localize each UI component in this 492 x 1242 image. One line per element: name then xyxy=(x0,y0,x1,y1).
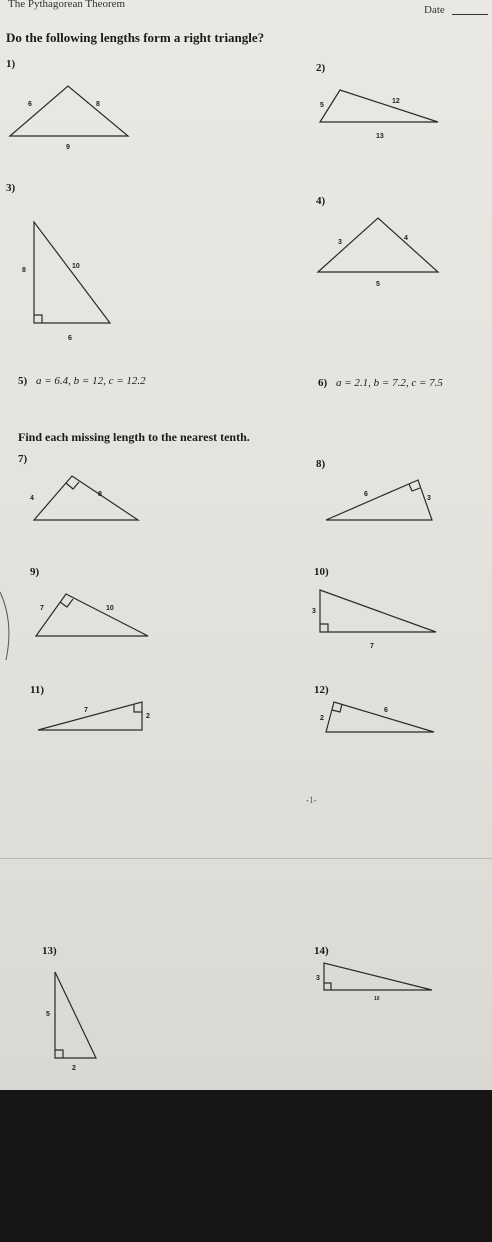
triangle-8-right-angle-mark xyxy=(409,484,420,491)
triangle-12-side-a: 2 xyxy=(320,715,324,722)
triangle-9-side-b: 10 xyxy=(106,605,114,612)
problem-2-number: 2) xyxy=(316,62,326,74)
triangle-3-right-angle-mark xyxy=(34,315,42,323)
triangle-8 xyxy=(326,480,432,520)
triangle-10-shape xyxy=(320,590,436,632)
triangle-1 xyxy=(10,86,128,151)
problem-5-number: 5) xyxy=(18,375,28,387)
triangle-1-side-c: 9 xyxy=(66,144,70,151)
triangle-7-side-b: 8 xyxy=(98,491,102,498)
problem-1-number: 1) xyxy=(6,58,16,70)
triangle-14 xyxy=(316,963,432,1002)
triangle-9-side-a: 7 xyxy=(40,605,44,612)
triangle-7 xyxy=(30,476,138,520)
page-number: -1- xyxy=(306,795,317,805)
section1-instruction: Do the following lengths form a right triangle? xyxy=(6,30,265,45)
triangle-13 xyxy=(46,972,96,1072)
triangle-8-side-b: 3 xyxy=(427,495,431,502)
triangle-3-side-a: 8 xyxy=(22,267,26,274)
problem-5-text: a = 6.4, b = 12, c = 12.2 xyxy=(36,375,146,387)
triangle-13-right-angle-mark xyxy=(55,1050,63,1058)
triangle-8-shape xyxy=(326,480,432,520)
triangle-4-side-a: 3 xyxy=(338,239,342,246)
worksheet-title: The Pythagorean Theorem xyxy=(8,0,126,10)
triangle-11-side-a: 7 xyxy=(84,707,88,714)
triangle-12 xyxy=(320,702,434,732)
triangle-4-shape xyxy=(318,218,438,272)
problem-10-number: 10) xyxy=(314,566,329,578)
triangle-10-right-angle-mark xyxy=(320,624,328,632)
problem-14-number: 14) xyxy=(314,945,329,957)
triangle-2-shape xyxy=(320,90,438,122)
problem-11-number: 11) xyxy=(30,684,45,696)
triangle-12-shape xyxy=(326,702,434,732)
triangle-1-side-b: 8 xyxy=(96,101,100,108)
triangle-7-right-angle-mark xyxy=(66,482,79,489)
triangle-1-shape xyxy=(10,86,128,136)
problem-3-number: 3) xyxy=(6,182,16,194)
triangle-4-side-c: 5 xyxy=(376,281,380,288)
triangle-13-side-a: 5 xyxy=(46,1011,50,1018)
triangle-10 xyxy=(312,590,436,650)
triangle-10-side-a: 3 xyxy=(312,608,316,615)
triangle-13-side-b: 2 xyxy=(72,1065,76,1072)
triangle-2-side-b: 12 xyxy=(392,98,400,105)
triangle-9-shape xyxy=(36,594,148,636)
triangle-3-shape xyxy=(34,222,110,323)
triangle-14-side-a: 3 xyxy=(316,975,320,982)
triangle-11-side-b: 2 xyxy=(146,713,150,720)
triangle-11-shape xyxy=(38,702,142,730)
date-label: Date xyxy=(424,4,445,16)
photo-dark-background xyxy=(0,1090,492,1242)
triangle-1-side-a: 6 xyxy=(28,101,32,108)
binder-ring-curve xyxy=(0,592,9,660)
problem-13-number: 13) xyxy=(42,945,57,957)
section2-instruction: Find each missing length to the nearest tenth. xyxy=(18,430,250,444)
triangle-9 xyxy=(36,594,148,636)
triangle-7-shape xyxy=(34,476,138,520)
triangle-3 xyxy=(22,222,110,342)
problem-12-number: 12) xyxy=(314,684,329,696)
triangle-14-right-angle-mark xyxy=(324,983,331,990)
triangle-2-side-a: 5 xyxy=(320,102,324,109)
triangle-11-right-angle-mark xyxy=(134,704,142,712)
problem-7-number: 7) xyxy=(18,453,28,465)
triangle-4-side-b: 4 xyxy=(404,235,408,242)
triangle-10-side-b: 7 xyxy=(370,643,374,650)
triangle-12-side-b: 6 xyxy=(384,707,388,714)
triangle-8-side-a: 6 xyxy=(364,491,368,498)
triangle-14-side-b: 10 xyxy=(374,996,380,1002)
triangle-13-shape xyxy=(55,972,96,1058)
triangle-3-side-c: 6 xyxy=(68,335,72,342)
problem-6-text: a = 2.1, b = 7.2, c = 7.5 xyxy=(336,377,443,389)
triangle-11 xyxy=(38,702,150,730)
problem-4-number: 4) xyxy=(316,195,326,207)
triangle-2 xyxy=(320,90,438,140)
triangle-3-side-b: 10 xyxy=(72,263,80,270)
triangle-7-side-a: 4 xyxy=(30,495,34,502)
triangle-14-shape xyxy=(324,963,432,990)
triangle-4 xyxy=(318,218,438,288)
triangle-2-side-c: 13 xyxy=(376,133,384,140)
problem-6-number: 6) xyxy=(318,377,328,389)
problem-9-number: 9) xyxy=(30,566,40,578)
problem-8-number: 8) xyxy=(316,458,326,470)
